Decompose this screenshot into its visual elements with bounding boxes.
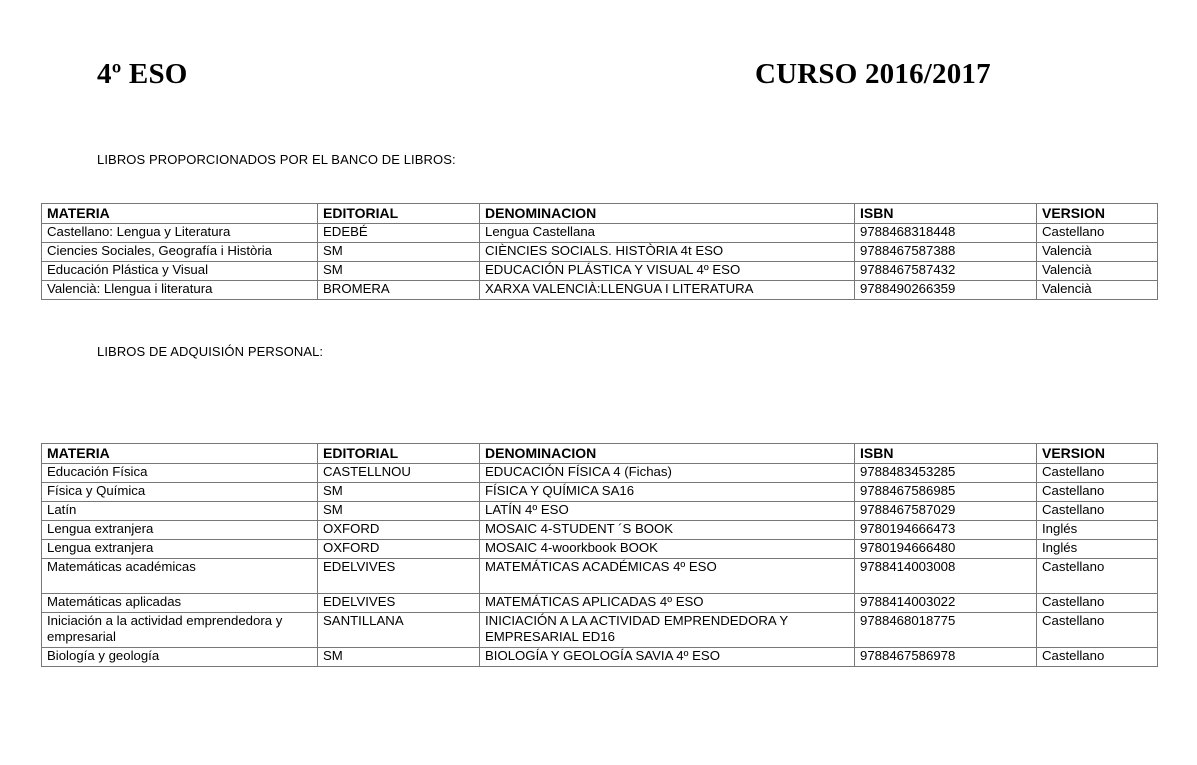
- column-header-editorial: EDITORIAL: [318, 204, 480, 224]
- cell-isbn: 9788468318448: [855, 224, 1037, 243]
- table-row: [42, 224, 1158, 243]
- cell-materia: Matemáticas académicas: [42, 559, 318, 594]
- cell-isbn: 9788467587388: [855, 243, 1037, 262]
- cell-materia: Lengua extranjera: [42, 521, 318, 540]
- cell-version: Castellano: [1037, 613, 1158, 648]
- column-header-isbn: ISBN: [855, 204, 1037, 224]
- cell-version: Inglés: [1037, 521, 1158, 540]
- cell-version: Castellano: [1037, 502, 1158, 521]
- table-row: [42, 540, 1158, 559]
- column-header-version: VERSION: [1037, 204, 1158, 224]
- cell-materia: Física y Química: [42, 483, 318, 502]
- cell-materia: Valencià: Llengua i literatura: [42, 281, 318, 300]
- personal-books-table: [41, 443, 1158, 667]
- cell-isbn: 9788483453285: [855, 464, 1037, 483]
- cell-materia: Iniciación a la actividad emprendedora y empresarial: [42, 613, 318, 648]
- cell-editorial: SANTILLANA: [318, 613, 480, 648]
- column-header-isbn: ISBN: [855, 444, 1037, 464]
- personal-books-label: LIBROS DE ADQUISIÓN PERSONAL:: [97, 344, 324, 359]
- cell-isbn: 9788490266359: [855, 281, 1037, 300]
- bank-books-label: LIBROS PROPORCIONADOS POR EL BANCO DE LIBROS:: [97, 152, 456, 167]
- column-header-materia: MATERIA: [42, 204, 318, 224]
- cell-isbn: 9788414003008: [855, 559, 1037, 594]
- cell-denominacion: MOSAIC 4-woorkbook BOOK: [480, 540, 855, 559]
- cell-materia: Educación Física: [42, 464, 318, 483]
- cell-materia: Ciencies Sociales, Geografía i Història: [42, 243, 318, 262]
- cell-materia: Matemáticas aplicadas: [42, 594, 318, 613]
- cell-isbn: 9788467587432: [855, 262, 1037, 281]
- cell-denominacion: BIOLOGÍA Y GEOLOGÍA SAVIA 4º ESO: [480, 648, 855, 667]
- cell-editorial: SM: [318, 483, 480, 502]
- cell-editorial: EDELVIVES: [318, 594, 480, 613]
- table-row: [42, 483, 1158, 502]
- cell-materia: Lengua extranjera: [42, 540, 318, 559]
- cell-denominacion: CIÈNCIES SOCIALS. HISTÒRIA 4t ESO: [480, 243, 855, 262]
- cell-editorial: BROMERA: [318, 281, 480, 300]
- cell-version: Castellano: [1037, 224, 1158, 243]
- cell-denominacion: XARXA VALENCIÀ:LLENGUA I LITERATURA: [480, 281, 855, 300]
- column-header-materia: MATERIA: [42, 444, 318, 464]
- cell-version: Castellano: [1037, 594, 1158, 613]
- table-row: [42, 502, 1158, 521]
- cell-materia: Latín: [42, 502, 318, 521]
- course-year-title: CURSO 2016/2017: [755, 58, 991, 90]
- table-header-row: [42, 444, 1158, 464]
- table-header-row: [42, 204, 1158, 224]
- cell-version: Valencià: [1037, 243, 1158, 262]
- column-header-denominacion: DENOMINACION: [480, 204, 855, 224]
- cell-version: Castellano: [1037, 483, 1158, 502]
- table-row: [42, 262, 1158, 281]
- cell-materia: Castellano: Lengua y Literatura: [42, 224, 318, 243]
- table-row: [42, 521, 1158, 540]
- cell-editorial: EDEBÉ: [318, 224, 480, 243]
- cell-editorial: SM: [318, 262, 480, 281]
- column-header-denominacion: DENOMINACION: [480, 444, 855, 464]
- cell-editorial: SM: [318, 502, 480, 521]
- column-header-editorial: EDITORIAL: [318, 444, 480, 464]
- cell-version: Castellano: [1037, 464, 1158, 483]
- cell-editorial: CASTELLNOU: [318, 464, 480, 483]
- cell-isbn: 9780194666473: [855, 521, 1037, 540]
- table-row: [42, 613, 1158, 648]
- cell-denominacion: Lengua Castellana: [480, 224, 855, 243]
- table-row: [42, 464, 1158, 483]
- cell-denominacion: INICIACIÓN A LA ACTIVIDAD EMPRENDEDORA Y EMPRESARIAL ED16: [480, 613, 855, 648]
- cell-denominacion: MATEMÁTICAS ACADÉMICAS 4º ESO: [480, 559, 855, 594]
- cell-version: Castellano: [1037, 559, 1158, 594]
- cell-version: Valencià: [1037, 281, 1158, 300]
- cell-isbn: 9780194666480: [855, 540, 1037, 559]
- cell-denominacion: MOSAIC 4-STUDENT ´S BOOK: [480, 521, 855, 540]
- cell-denominacion: EDUCACIÓN PLÁSTICA Y VISUAL 4º ESO: [480, 262, 855, 281]
- cell-materia: Biología y geología: [42, 648, 318, 667]
- bank-books-table: [41, 203, 1158, 300]
- grade-level-title: 4º ESO: [97, 58, 188, 90]
- table-row: [42, 281, 1158, 300]
- cell-isbn: 9788467587029: [855, 502, 1037, 521]
- cell-editorial: EDELVIVES: [318, 559, 480, 594]
- table-row: [42, 243, 1158, 262]
- cell-denominacion: LATÍN 4º ESO: [480, 502, 855, 521]
- cell-editorial: SM: [318, 243, 480, 262]
- table-row: [42, 559, 1158, 594]
- table-row: [42, 648, 1158, 667]
- cell-editorial: OXFORD: [318, 540, 480, 559]
- cell-isbn: 9788414003022: [855, 594, 1037, 613]
- cell-editorial: OXFORD: [318, 521, 480, 540]
- cell-version: Inglés: [1037, 540, 1158, 559]
- cell-isbn: 9788467586978: [855, 648, 1037, 667]
- column-header-version: VERSION: [1037, 444, 1158, 464]
- cell-isbn: 9788468018775: [855, 613, 1037, 648]
- cell-denominacion: FÍSICA Y QUÍMICA SA16: [480, 483, 855, 502]
- cell-isbn: 9788467586985: [855, 483, 1037, 502]
- cell-denominacion: MATEMÁTICAS APLICADAS 4º ESO: [480, 594, 855, 613]
- table-row: [42, 594, 1158, 613]
- cell-version: Valencià: [1037, 262, 1158, 281]
- cell-version: Castellano: [1037, 648, 1158, 667]
- cell-editorial: SM: [318, 648, 480, 667]
- cell-materia: Educación Plástica y Visual: [42, 262, 318, 281]
- cell-denominacion: EDUCACIÓN FÍSICA 4 (Fichas): [480, 464, 855, 483]
